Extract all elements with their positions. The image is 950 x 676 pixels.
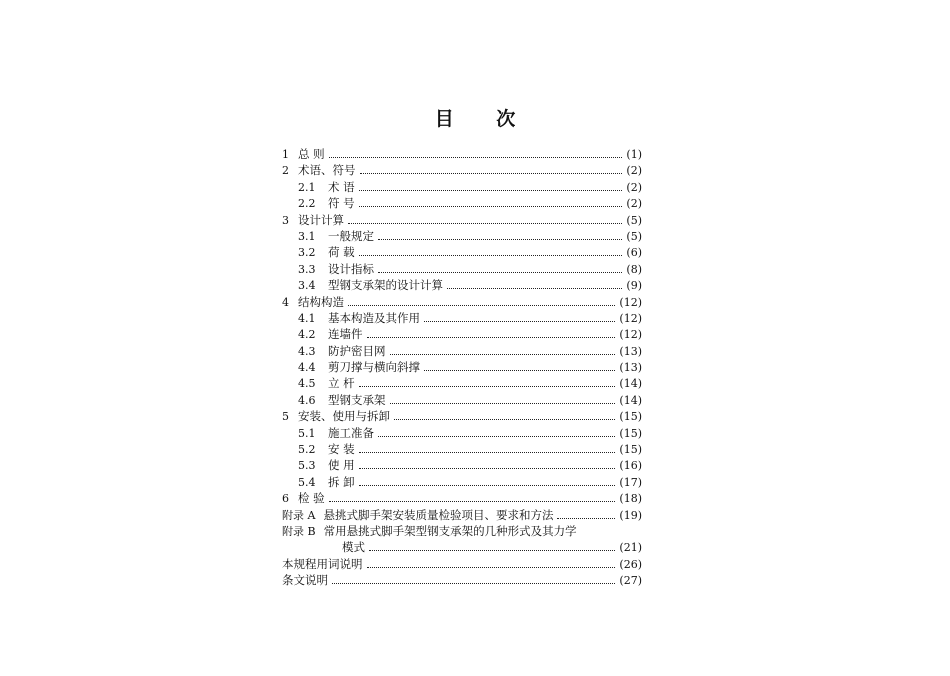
toc-entry-number: 5.3 xyxy=(298,459,316,473)
toc-entry-page: (14) xyxy=(619,393,642,407)
toc-entry xyxy=(282,294,642,310)
toc-appendix-entry xyxy=(282,523,642,539)
toc-entry-label: 结构构造 xyxy=(298,294,344,309)
toc-entry-page: (15) xyxy=(619,410,642,424)
toc-subentry xyxy=(282,244,642,260)
toc-entry-label: 术语、符号 xyxy=(298,163,356,178)
toc-entry xyxy=(282,490,642,506)
toc-entry-label: 剪刀撑与横向斜撑 xyxy=(328,360,420,375)
toc-subentry xyxy=(282,474,642,490)
toc-leader xyxy=(557,518,615,519)
toc-entry-page: (1) xyxy=(626,148,642,161)
toc-entry-page: (9) xyxy=(626,279,642,293)
toc-entry-page: (5) xyxy=(626,213,642,227)
toc-leader xyxy=(359,386,616,387)
toc-leader xyxy=(390,403,616,404)
toc-entry-label: 连墙件 xyxy=(328,327,363,342)
toc-entry-page: (2) xyxy=(626,164,642,178)
toc-entry-number: 5.1 xyxy=(298,426,316,440)
toc-entry-page: (12) xyxy=(619,311,642,325)
toc-subentry xyxy=(282,326,642,342)
toc-entry-label: 设计计算 xyxy=(298,212,344,227)
toc-leader xyxy=(359,255,623,256)
toc-entry-number: 4.6 xyxy=(298,393,316,407)
toc-appendix-continuation xyxy=(282,539,642,555)
toc-entry-page: (19) xyxy=(619,508,642,522)
toc-entry-number: 3.3 xyxy=(298,262,316,276)
toc-subentry xyxy=(282,179,642,195)
toc-entry-number: 4.1 xyxy=(298,311,316,325)
table-of-contents xyxy=(282,146,642,589)
toc-leader xyxy=(329,157,623,158)
toc-entry xyxy=(282,162,642,178)
toc-leader xyxy=(447,288,622,289)
toc-entry-number: 5.4 xyxy=(298,475,316,489)
toc-leader xyxy=(378,436,615,437)
toc-leader xyxy=(378,272,622,273)
toc-entry-page: (12) xyxy=(619,295,642,309)
toc-leader xyxy=(390,354,616,355)
toc-entry-page: (16) xyxy=(619,459,642,473)
toc-entry-number: 2.2 xyxy=(298,197,316,211)
toc-entry-label: 总 则 xyxy=(298,147,325,161)
toc-entry-number: 4.2 xyxy=(298,328,316,342)
toc-entry-page: (21) xyxy=(619,541,642,555)
toc-entry-page: (15) xyxy=(619,443,642,457)
toc-leader xyxy=(360,173,623,174)
toc-appendix-entry xyxy=(282,507,642,523)
toc-entry-page: (5) xyxy=(626,229,642,243)
toc-subentry xyxy=(282,425,642,441)
toc-leader xyxy=(394,419,615,420)
toc-entry-label: 模式 xyxy=(342,540,365,555)
toc-entry xyxy=(282,408,642,424)
toc-entry-page: (17) xyxy=(619,475,642,489)
toc-leader xyxy=(359,468,616,469)
toc-entry-label: 使 用 xyxy=(328,458,355,473)
toc-entry-page: (13) xyxy=(619,344,642,358)
toc-leader xyxy=(378,239,622,240)
toc-entry-label: 一般规定 xyxy=(328,228,374,243)
toc-entry-page: (12) xyxy=(619,328,642,342)
toc-entry-number: 4 xyxy=(282,295,289,309)
toc-entry-page: (2) xyxy=(626,197,642,211)
toc-entry-page: (14) xyxy=(619,377,642,391)
toc-subentry xyxy=(282,392,642,408)
toc-entry-number: 1 xyxy=(282,148,289,161)
toc-entry-number: 3 xyxy=(282,213,289,227)
toc-entry xyxy=(282,146,642,162)
toc-entry-label: 术 语 xyxy=(328,179,355,194)
toc-leader xyxy=(329,501,616,502)
toc-entry-number: 3.1 xyxy=(298,229,316,243)
toc-entry xyxy=(282,556,642,572)
page-title: 目 次 xyxy=(434,108,534,130)
toc-leader xyxy=(359,485,616,486)
toc-leader xyxy=(332,583,615,584)
toc-subentry xyxy=(282,441,642,457)
toc-entry-label: 荷 载 xyxy=(328,245,355,260)
toc-entry-page: (26) xyxy=(619,557,642,571)
toc-entry xyxy=(282,212,642,228)
toc-entry-label: 检 验 xyxy=(298,491,325,506)
toc-subentry xyxy=(282,359,642,375)
toc-leader xyxy=(348,305,615,306)
toc-subentry xyxy=(282,195,642,211)
toc-entry-number: 附录 A xyxy=(282,508,316,522)
toc-entry-number: 4.5 xyxy=(298,377,316,391)
toc-entry-label: 拆 卸 xyxy=(328,474,355,489)
toc-subentry xyxy=(282,375,642,391)
toc-entry-number: 5.2 xyxy=(298,443,316,457)
toc-subentry xyxy=(282,343,642,359)
toc-leader xyxy=(367,567,616,568)
toc-leader xyxy=(359,452,616,453)
toc-entry-page: (27) xyxy=(619,574,642,588)
toc-entry-label: 立 杆 xyxy=(328,376,355,391)
toc-subentry xyxy=(282,261,642,277)
toc-entry-label: 安装、使用与拆卸 xyxy=(298,409,390,424)
toc-leader xyxy=(424,370,615,371)
toc-subentry xyxy=(282,310,642,326)
toc-leader xyxy=(367,337,616,338)
toc-entry-label: 悬挑式脚手架安装质量检验项目、要求和方法 xyxy=(323,507,554,522)
toc-entry-label: 施工准备 xyxy=(328,425,374,440)
toc-entry-label: 设计指标 xyxy=(328,261,374,276)
toc-entry-label: 本规程用词说明 xyxy=(282,556,363,571)
toc-leader xyxy=(359,206,623,207)
toc-entry-label: 型钢支承架的设计计算 xyxy=(328,278,443,293)
toc-entry-number: 附录 B xyxy=(282,524,316,538)
toc-entry-number: 2 xyxy=(282,164,289,178)
toc-leader xyxy=(424,321,615,322)
toc-entry-number: 3.4 xyxy=(298,279,316,293)
toc-entry-number: 5 xyxy=(282,410,289,424)
toc-entry-label: 常用悬挑式脚手架型钢支承架的几种形式及其力学 xyxy=(323,523,577,538)
toc-leader xyxy=(348,223,622,224)
toc-entry-number: 6 xyxy=(282,492,289,506)
toc-entry-label: 型钢支承架 xyxy=(328,392,386,407)
toc-leader xyxy=(359,190,623,191)
toc-subentry xyxy=(282,228,642,244)
toc-entry-number: 4.4 xyxy=(298,361,316,375)
toc-entry-page: (2) xyxy=(626,180,642,194)
toc-entry xyxy=(282,572,642,588)
toc-subentry xyxy=(282,457,642,473)
toc-entry-page: (8) xyxy=(626,262,642,276)
toc-entry-number: 3.2 xyxy=(298,246,316,260)
toc-entry-label: 条文说明 xyxy=(282,573,328,588)
toc-entry-label: 基本构造及其作用 xyxy=(328,310,420,325)
toc-entry-label: 符 号 xyxy=(328,196,355,211)
toc-entry-number: 4.3 xyxy=(298,344,316,358)
toc-entry-label: 防护密目网 xyxy=(328,343,386,358)
toc-entry-number: 2.1 xyxy=(298,180,316,194)
toc-leader xyxy=(369,550,615,551)
toc-entry-label: 安 装 xyxy=(328,442,355,457)
toc-entry-page: (15) xyxy=(619,426,642,440)
toc-entry-page: (13) xyxy=(619,361,642,375)
toc-subentry xyxy=(282,277,642,293)
toc-entry-page: (18) xyxy=(619,492,642,506)
toc-entry-page: (6) xyxy=(626,246,642,260)
